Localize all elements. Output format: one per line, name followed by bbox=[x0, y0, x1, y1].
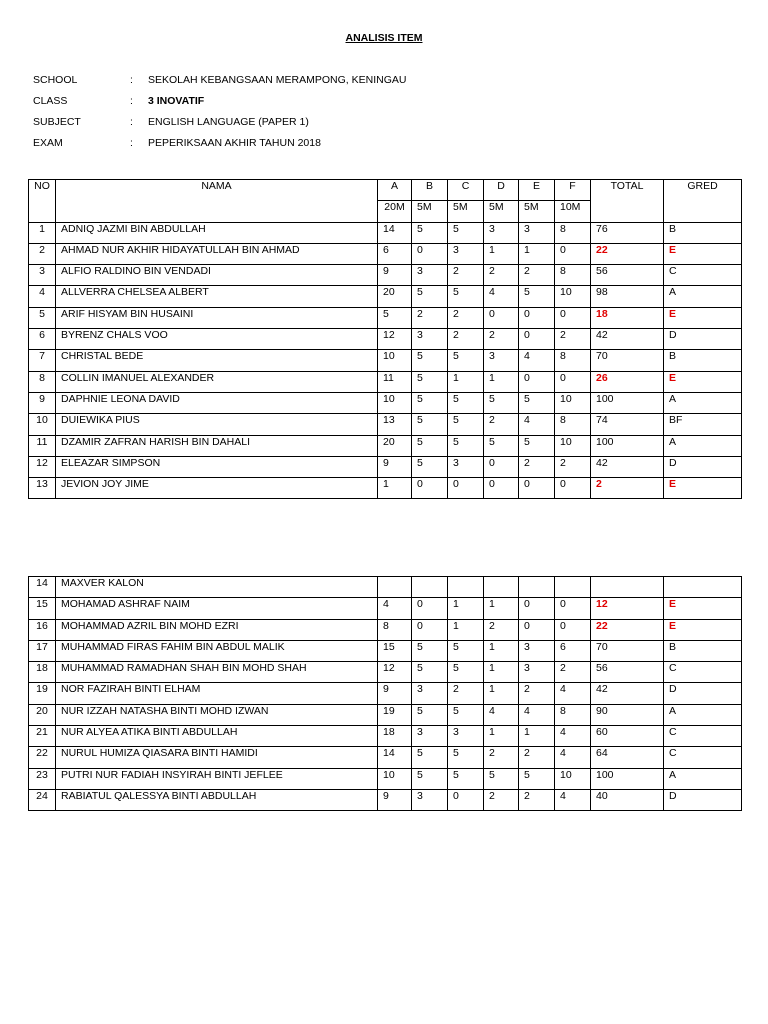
cell-d: 0 bbox=[484, 307, 519, 328]
cell-a: 8 bbox=[378, 619, 412, 640]
cell-d: 0 bbox=[484, 478, 519, 499]
table-row bbox=[29, 222, 742, 243]
cell-c: 2 bbox=[448, 307, 484, 328]
cell-a: 13 bbox=[378, 414, 412, 435]
cell-f: 8 bbox=[555, 704, 591, 725]
table-row bbox=[29, 414, 742, 435]
table-row bbox=[29, 350, 742, 371]
cell-c: 2 bbox=[448, 265, 484, 286]
cell-d: 2 bbox=[484, 265, 519, 286]
cell-total: 70 bbox=[591, 640, 664, 661]
cell-no: 20 bbox=[29, 704, 56, 725]
cell-gred: C bbox=[664, 747, 742, 768]
cell-b: 5 bbox=[412, 392, 448, 413]
cell-d: 2 bbox=[484, 789, 519, 810]
cell-total: 100 bbox=[591, 392, 664, 413]
table-row bbox=[29, 577, 742, 598]
cell-f: 2 bbox=[555, 456, 591, 477]
cell-f: 4 bbox=[555, 726, 591, 747]
cell-nama: MOHAMAD ASHRAF NAIM bbox=[56, 598, 378, 619]
cell-b: 5 bbox=[412, 371, 448, 392]
cell-a: 1 bbox=[378, 478, 412, 499]
cell-e: 0 bbox=[519, 307, 555, 328]
header-marks-d: 5M bbox=[484, 201, 519, 222]
header-section-a: A bbox=[378, 180, 412, 201]
cell-f: 0 bbox=[555, 307, 591, 328]
table-row bbox=[29, 286, 742, 307]
cell-gred: A bbox=[664, 704, 742, 725]
cell-e: 4 bbox=[519, 414, 555, 435]
cell-d: 1 bbox=[484, 640, 519, 661]
cell-b: 3 bbox=[412, 265, 448, 286]
cell-no: 9 bbox=[29, 392, 56, 413]
table-row bbox=[29, 704, 742, 725]
cell-gred: E bbox=[664, 371, 742, 392]
cell-gred: A bbox=[664, 286, 742, 307]
cell-f: 8 bbox=[555, 414, 591, 435]
cell-gred: C bbox=[664, 662, 742, 683]
cell-c: 5 bbox=[448, 435, 484, 456]
cell-nama: PUTRI NUR FADIAH INSYIRAH BINTI JEFLEE bbox=[56, 768, 378, 789]
cell-no: 5 bbox=[29, 307, 56, 328]
cell-f: 8 bbox=[555, 265, 591, 286]
cell-a: 18 bbox=[378, 726, 412, 747]
cell-b bbox=[412, 577, 448, 598]
cell-nama: ADNIQ JAZMI BIN ABDULLAH bbox=[56, 222, 378, 243]
header-marks-a: 20M bbox=[378, 201, 412, 222]
cell-total: 2 bbox=[591, 478, 664, 499]
table-row bbox=[29, 392, 742, 413]
cell-e: 3 bbox=[519, 640, 555, 661]
cell-gred: A bbox=[664, 768, 742, 789]
cell-nama: ALFIO RALDINO BIN VENDADI bbox=[56, 265, 378, 286]
cell-e: 2 bbox=[519, 747, 555, 768]
cell-d: 5 bbox=[484, 435, 519, 456]
cell-c: 5 bbox=[448, 392, 484, 413]
cell-gred: B bbox=[664, 222, 742, 243]
cell-total: 40 bbox=[591, 789, 664, 810]
cell-total: 100 bbox=[591, 768, 664, 789]
cell-b: 0 bbox=[412, 598, 448, 619]
info-label: EXAM bbox=[33, 137, 63, 149]
cell-nama: MOHAMMAD AZRIL BIN MOHD EZRI bbox=[56, 619, 378, 640]
cell-e: 1 bbox=[519, 243, 555, 264]
cell-b: 3 bbox=[412, 683, 448, 704]
table-row bbox=[29, 478, 742, 499]
cell-c: 5 bbox=[448, 662, 484, 683]
cell-e: 5 bbox=[519, 435, 555, 456]
cell-f: 4 bbox=[555, 789, 591, 810]
cell-d: 1 bbox=[484, 371, 519, 392]
cell-no: 15 bbox=[29, 598, 56, 619]
table-row bbox=[29, 726, 742, 747]
cell-b: 5 bbox=[412, 456, 448, 477]
table-row bbox=[29, 265, 742, 286]
cell-gred: D bbox=[664, 456, 742, 477]
table-row bbox=[29, 598, 742, 619]
header-marks-e: 5M bbox=[519, 201, 555, 222]
document-title: ANALISIS ITEM bbox=[345, 32, 423, 44]
cell-total: 98 bbox=[591, 286, 664, 307]
cell-e: 5 bbox=[519, 392, 555, 413]
cell-e: 0 bbox=[519, 371, 555, 392]
cell-d: 3 bbox=[484, 350, 519, 371]
cell-f: 0 bbox=[555, 243, 591, 264]
cell-c: 1 bbox=[448, 371, 484, 392]
cell-no: 1 bbox=[29, 222, 56, 243]
cell-a: 14 bbox=[378, 222, 412, 243]
cell-e: 3 bbox=[519, 662, 555, 683]
cell-c: 5 bbox=[448, 768, 484, 789]
cell-a: 15 bbox=[378, 640, 412, 661]
table-row bbox=[29, 662, 742, 683]
cell-nama: MAXVER KALON bbox=[56, 577, 378, 598]
cell-total: 12 bbox=[591, 598, 664, 619]
cell-c: 5 bbox=[448, 747, 484, 768]
table-row bbox=[29, 435, 742, 456]
cell-nama: AHMAD NUR AKHIR HIDAYATULLAH BIN AHMAD bbox=[56, 243, 378, 264]
cell-nama: DUIEWIKA PIUS bbox=[56, 414, 378, 435]
header-marks-b: 5M bbox=[412, 201, 448, 222]
cell-no: 6 bbox=[29, 329, 56, 350]
cell-gred bbox=[664, 577, 742, 598]
cell-f: 4 bbox=[555, 747, 591, 768]
table-row bbox=[29, 243, 742, 264]
cell-no: 14 bbox=[29, 577, 56, 598]
cell-nama: JEVION JOY JIME bbox=[56, 478, 378, 499]
cell-no: 17 bbox=[29, 640, 56, 661]
table-row bbox=[29, 329, 742, 350]
cell-gred: E bbox=[664, 478, 742, 499]
cell-c: 0 bbox=[448, 478, 484, 499]
cell-f: 10 bbox=[555, 286, 591, 307]
cell-nama: ARIF HISYAM BIN HUSAINI bbox=[56, 307, 378, 328]
cell-b: 5 bbox=[412, 435, 448, 456]
cell-e: 4 bbox=[519, 350, 555, 371]
cell-total: 42 bbox=[591, 329, 664, 350]
cell-total: 18 bbox=[591, 307, 664, 328]
cell-no: 23 bbox=[29, 768, 56, 789]
cell-no: 11 bbox=[29, 435, 56, 456]
header-no: NO bbox=[29, 180, 56, 223]
cell-e: 5 bbox=[519, 768, 555, 789]
cell-gred: E bbox=[664, 598, 742, 619]
cell-d: 2 bbox=[484, 414, 519, 435]
cell-nama: NOR FAZIRAH BINTI ELHAM bbox=[56, 683, 378, 704]
cell-b: 0 bbox=[412, 619, 448, 640]
cell-gred: B bbox=[664, 350, 742, 371]
table-row bbox=[29, 456, 742, 477]
cell-b: 5 bbox=[412, 662, 448, 683]
cell-d: 5 bbox=[484, 392, 519, 413]
cell-total: 100 bbox=[591, 435, 664, 456]
cell-b: 5 bbox=[412, 350, 448, 371]
info-label: SUBJECT bbox=[33, 116, 81, 128]
info-value: ENGLISH LANGUAGE (PAPER 1) bbox=[148, 116, 309, 128]
cell-b: 5 bbox=[412, 222, 448, 243]
cell-c: 1 bbox=[448, 598, 484, 619]
cell-e: 3 bbox=[519, 222, 555, 243]
cell-b: 5 bbox=[412, 768, 448, 789]
cell-no: 13 bbox=[29, 478, 56, 499]
cell-gred: E bbox=[664, 307, 742, 328]
cell-e: 2 bbox=[519, 265, 555, 286]
cell-b: 3 bbox=[412, 726, 448, 747]
cell-b: 5 bbox=[412, 414, 448, 435]
info-value: 3 INOVATIF bbox=[148, 95, 205, 107]
info-colon: : bbox=[130, 116, 133, 128]
cell-no: 10 bbox=[29, 414, 56, 435]
header-gred: GRED bbox=[664, 180, 742, 223]
cell-c: 5 bbox=[448, 286, 484, 307]
cell-gred: C bbox=[664, 265, 742, 286]
info-colon: : bbox=[130, 137, 133, 149]
cell-gred: E bbox=[664, 619, 742, 640]
cell-b: 0 bbox=[412, 478, 448, 499]
table-row bbox=[29, 640, 742, 661]
cell-e: 2 bbox=[519, 683, 555, 704]
info-label: SCHOOL bbox=[33, 74, 78, 86]
cell-c: 5 bbox=[448, 704, 484, 725]
cell-e: 5 bbox=[519, 286, 555, 307]
cell-d: 3 bbox=[484, 222, 519, 243]
cell-a: 5 bbox=[378, 307, 412, 328]
cell-nama: BYRENZ CHALS VOO bbox=[56, 329, 378, 350]
cell-nama: RABIATUL QALESSYA BINTI ABDULLAH bbox=[56, 789, 378, 810]
cell-no: 3 bbox=[29, 265, 56, 286]
table-row bbox=[29, 619, 742, 640]
cell-d bbox=[484, 577, 519, 598]
cell-b: 3 bbox=[412, 329, 448, 350]
cell-gred: C bbox=[664, 726, 742, 747]
cell-e: 0 bbox=[519, 329, 555, 350]
cell-c: 1 bbox=[448, 619, 484, 640]
cell-no: 19 bbox=[29, 683, 56, 704]
cell-total: 26 bbox=[591, 371, 664, 392]
header-section-f: F bbox=[555, 180, 591, 201]
cell-b: 0 bbox=[412, 243, 448, 264]
cell-a: 19 bbox=[378, 704, 412, 725]
cell-a: 10 bbox=[378, 768, 412, 789]
cell-b: 5 bbox=[412, 704, 448, 725]
cell-a: 9 bbox=[378, 265, 412, 286]
cell-total: 74 bbox=[591, 414, 664, 435]
cell-c: 5 bbox=[448, 222, 484, 243]
cell-f: 8 bbox=[555, 222, 591, 243]
cell-d: 1 bbox=[484, 598, 519, 619]
cell-gred: E bbox=[664, 243, 742, 264]
cell-b: 3 bbox=[412, 789, 448, 810]
cell-total: 42 bbox=[591, 456, 664, 477]
cell-e bbox=[519, 577, 555, 598]
cell-b: 5 bbox=[412, 286, 448, 307]
cell-a: 9 bbox=[378, 683, 412, 704]
cell-no: 12 bbox=[29, 456, 56, 477]
cell-no: 21 bbox=[29, 726, 56, 747]
cell-a: 10 bbox=[378, 392, 412, 413]
cell-e: 4 bbox=[519, 704, 555, 725]
cell-total: 70 bbox=[591, 350, 664, 371]
cell-total: 22 bbox=[591, 243, 664, 264]
cell-a bbox=[378, 577, 412, 598]
cell-total: 60 bbox=[591, 726, 664, 747]
cell-total: 90 bbox=[591, 704, 664, 725]
cell-c: 3 bbox=[448, 243, 484, 264]
cell-a: 4 bbox=[378, 598, 412, 619]
cell-nama: ALLVERRA CHELSEA ALBERT bbox=[56, 286, 378, 307]
cell-f: 2 bbox=[555, 662, 591, 683]
table-row bbox=[29, 747, 742, 768]
info-colon: : bbox=[130, 95, 133, 107]
cell-a: 11 bbox=[378, 371, 412, 392]
cell-a: 20 bbox=[378, 286, 412, 307]
cell-total: 22 bbox=[591, 619, 664, 640]
cell-total: 76 bbox=[591, 222, 664, 243]
cell-d: 4 bbox=[484, 286, 519, 307]
cell-a: 10 bbox=[378, 350, 412, 371]
cell-total bbox=[591, 577, 664, 598]
analysis-table-2 bbox=[28, 576, 742, 811]
analysis-table-1 bbox=[28, 179, 742, 499]
cell-d: 5 bbox=[484, 768, 519, 789]
cell-f: 0 bbox=[555, 619, 591, 640]
cell-gred: D bbox=[664, 329, 742, 350]
cell-no: 16 bbox=[29, 619, 56, 640]
cell-e: 0 bbox=[519, 598, 555, 619]
header-section-d: D bbox=[484, 180, 519, 201]
cell-a: 14 bbox=[378, 747, 412, 768]
table-row bbox=[29, 307, 742, 328]
cell-c: 5 bbox=[448, 414, 484, 435]
cell-gred: A bbox=[664, 392, 742, 413]
info-value: PEPERIKSAAN AKHIR TAHUN 2018 bbox=[148, 137, 321, 149]
cell-c: 0 bbox=[448, 789, 484, 810]
cell-a: 12 bbox=[378, 662, 412, 683]
cell-nama: MUHAMMAD FIRAS FAHIM BIN ABDUL MALIK bbox=[56, 640, 378, 661]
cell-no: 4 bbox=[29, 286, 56, 307]
cell-c: 5 bbox=[448, 350, 484, 371]
cell-c: 5 bbox=[448, 640, 484, 661]
cell-a: 9 bbox=[378, 456, 412, 477]
cell-nama: MUHAMMAD RAMADHAN SHAH BIN MOHD SHAH bbox=[56, 662, 378, 683]
cell-f: 0 bbox=[555, 598, 591, 619]
cell-total: 56 bbox=[591, 662, 664, 683]
cell-no: 24 bbox=[29, 789, 56, 810]
cell-c: 3 bbox=[448, 726, 484, 747]
cell-d: 4 bbox=[484, 704, 519, 725]
cell-nama: DAPHNIE LEONA DAVID bbox=[56, 392, 378, 413]
cell-b: 5 bbox=[412, 747, 448, 768]
cell-d: 2 bbox=[484, 329, 519, 350]
cell-d: 1 bbox=[484, 683, 519, 704]
cell-e: 0 bbox=[519, 619, 555, 640]
cell-a: 9 bbox=[378, 789, 412, 810]
cell-d: 2 bbox=[484, 619, 519, 640]
cell-c bbox=[448, 577, 484, 598]
cell-d: 1 bbox=[484, 243, 519, 264]
cell-c: 2 bbox=[448, 329, 484, 350]
cell-no: 8 bbox=[29, 371, 56, 392]
cell-total: 56 bbox=[591, 265, 664, 286]
cell-gred: B bbox=[664, 640, 742, 661]
header-section-e: E bbox=[519, 180, 555, 201]
cell-e: 1 bbox=[519, 726, 555, 747]
cell-f: 0 bbox=[555, 478, 591, 499]
table-row bbox=[29, 371, 742, 392]
cell-no: 7 bbox=[29, 350, 56, 371]
cell-a: 6 bbox=[378, 243, 412, 264]
header-marks-c: 5M bbox=[448, 201, 484, 222]
cell-c: 3 bbox=[448, 456, 484, 477]
cell-f: 10 bbox=[555, 768, 591, 789]
cell-d: 2 bbox=[484, 747, 519, 768]
cell-nama: DZAMIR ZAFRAN HARISH BIN DAHALI bbox=[56, 435, 378, 456]
cell-f bbox=[555, 577, 591, 598]
header-nama: NAMA bbox=[56, 180, 378, 223]
cell-no: 18 bbox=[29, 662, 56, 683]
cell-total: 64 bbox=[591, 747, 664, 768]
cell-b: 5 bbox=[412, 640, 448, 661]
cell-f: 10 bbox=[555, 435, 591, 456]
cell-f: 6 bbox=[555, 640, 591, 661]
cell-no: 2 bbox=[29, 243, 56, 264]
cell-e: 0 bbox=[519, 478, 555, 499]
info-value: SEKOLAH KEBANGSAAN MERAMPONG, KENINGAU bbox=[148, 74, 407, 86]
cell-a: 12 bbox=[378, 329, 412, 350]
cell-b: 2 bbox=[412, 307, 448, 328]
cell-gred: BF bbox=[664, 414, 742, 435]
cell-nama: NURUL HUMIZA QIASARA BINTI HAMIDI bbox=[56, 747, 378, 768]
info-label: CLASS bbox=[33, 95, 68, 107]
cell-e: 2 bbox=[519, 456, 555, 477]
cell-gred: A bbox=[664, 435, 742, 456]
cell-a: 20 bbox=[378, 435, 412, 456]
cell-f: 0 bbox=[555, 371, 591, 392]
cell-nama: ELEAZAR SIMPSON bbox=[56, 456, 378, 477]
cell-d: 0 bbox=[484, 456, 519, 477]
cell-f: 8 bbox=[555, 350, 591, 371]
cell-c: 2 bbox=[448, 683, 484, 704]
cell-gred: D bbox=[664, 789, 742, 810]
header-total: TOTAL bbox=[591, 180, 664, 223]
cell-f: 4 bbox=[555, 683, 591, 704]
table-row bbox=[29, 789, 742, 810]
cell-d: 1 bbox=[484, 726, 519, 747]
cell-nama: COLLIN IMANUEL ALEXANDER bbox=[56, 371, 378, 392]
cell-nama: NUR IZZAH NATASHA BINTI MOHD IZWAN bbox=[56, 704, 378, 725]
cell-gred: D bbox=[664, 683, 742, 704]
table-row bbox=[29, 768, 742, 789]
cell-total: 42 bbox=[591, 683, 664, 704]
cell-nama: NUR ALYEA ATIKA BINTI ABDULLAH bbox=[56, 726, 378, 747]
header-marks-f: 10M bbox=[555, 201, 591, 222]
cell-f: 2 bbox=[555, 329, 591, 350]
header-section-b: B bbox=[412, 180, 448, 201]
cell-f: 10 bbox=[555, 392, 591, 413]
table-row bbox=[29, 683, 742, 704]
header-section-c: C bbox=[448, 180, 484, 201]
info-colon: : bbox=[130, 74, 133, 86]
cell-e: 2 bbox=[519, 789, 555, 810]
cell-nama: CHRISTAL BEDE bbox=[56, 350, 378, 371]
cell-no: 22 bbox=[29, 747, 56, 768]
header-row bbox=[29, 180, 742, 201]
cell-d: 1 bbox=[484, 662, 519, 683]
